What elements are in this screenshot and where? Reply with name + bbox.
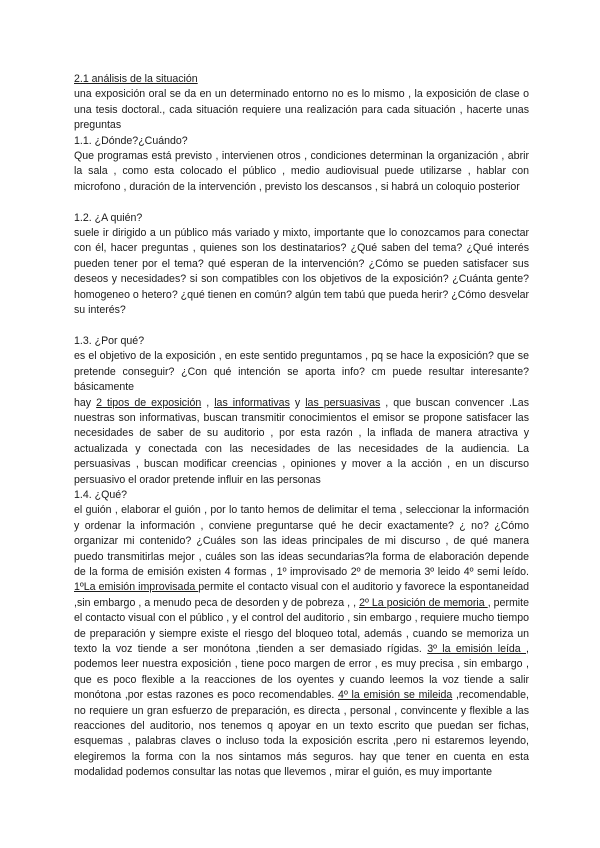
q4-text-3: , permite el contacto visual con el público , y el control del auditorio , sin embargo , requiere mucho tiempo de preparación y siempre existe el riesgo del bloqueo total, además , cuando se memoriza un texto la voz tiende a ser monótona ,tienden a ser demasiado rígidas.	[74, 596, 529, 655]
q4-text-5: ,recomendable, no requiere un gran esfuerzo de preparación, es directa , personal , convincente y flexible a las reacciones del auditorio, nos tenemos q apoyar en un texto escrito que puedan ser fichas, esquemas , palabras claves o incluso toda la exposición escrita ,pero ni estaremos leyendo, elegiremos la forma con la nos sintamos más seguros. hay que tener en cuenta en esta modalidad podemos consultar las notas que llevemos , mirar el guión, es muy importante	[74, 689, 529, 779]
q3-p2-sep2: y	[289, 396, 306, 409]
q4-text-2: permite el contacto visual con el auditorio y favorece la espontaneidad ,sin embargo , a menudo peca de desorden y de pobreza , ,	[74, 581, 529, 609]
q4-text-1: el guión , elaborar el guión , por lo tanto hemos de delimitar el tema , seleccionar la información y ordenar la información , conviene preguntarse qué he decir exactamente? ¿ no? ¿Cómo organizar mi contenido? ¿Cuáles son las ideas principales de mi discurso , de qué manera puedo transmitirlas mejor , cuáles son las ideas secundarias?la forma de elaboración depende de la forma de emisión existen 4 formas , 1º improvisado 2º de memoria 3º leido 4º semi leído.	[74, 504, 529, 578]
improvised-emission-term: 1ºLa emisión improvisada	[74, 581, 199, 594]
q3-types-paragraph	[74, 396, 529, 488]
q1-heading: 1.1. ¿Dónde?¿Cuándo?	[74, 134, 188, 147]
spacer	[74, 195, 529, 210]
q3-body: es el objetivo de la exposición , en este sentido preguntamos , pq se hace la exposición? que se pretende conseguir? ¿Con qué intención se aporta info? cm puede resultar interesante? básicamente	[74, 350, 529, 394]
q3-p2-rest: , que buscan convencer .Las nuestras son informativas, buscan transmitir conocimientos el emisor se propone satisfacer las necesidades de saber de su auditorio , por esta razón , la inflada de manera atractiva y actualizada y conectada con las necesidades de las necesidades de la audiencia. La persuasivas , buscan modificar creencias , opiniones y mover a la acción , en un discurso persuasivo el orador pretende influir en las personas	[74, 396, 530, 486]
q3-heading: 1.3. ¿Por qué?	[74, 334, 145, 347]
q4-body	[74, 503, 529, 780]
read-emission-term: 3º la emisión leída	[427, 643, 527, 655]
exposition-types-term: 2 tipos de exposición	[96, 396, 202, 409]
semi-read-emission-term: 4º la emisión se mileida	[338, 689, 453, 702]
q3-p2-sep1: ,	[201, 396, 215, 409]
q3-p2-start: hay	[74, 396, 97, 409]
q4-heading: 1.4. ¿Qué?	[74, 488, 127, 501]
spacer	[74, 318, 529, 333]
q1-body: Que programas está previsto , intervienen otros , condiciones determinan la organización , abrir la sala , como esta colocado el público , medio audiovisual puede utilizarse , hablar con microfono , duración de la intervención , previsto los descansos , si habrá un coloquio posterior	[74, 150, 529, 193]
q2-body: suele ir dirigido a un público más variado y mixto, importante que lo conozcamos para conectar con él, hacer preguntas , quienes son los destinatarios? ¿Qué saben del tema? ¿Qué interés pueden tener por el tema? qué esperan de la intervención? ¿Cómo se pueden satisfacer sus deseos y necesidades? si son compatibles con los objetivos de la exposición? ¿Cuánta gente? homogeneo o hetero? ¿qué tienen en común? algún tem tabú que pueda herir? ¿Cómo desvelar su interés?	[74, 227, 529, 317]
section-title-text: 2.1 análisis de la situación	[74, 73, 198, 85]
persuasive-term: las persuasivas	[305, 396, 381, 409]
section-intro: una exposición oral se da en un determinado entorno no es lo mismo , la exposición de clase o una tesis doctoral., cada situación requiere una realización para cada situación , hacerte unas preguntas	[74, 88, 529, 132]
informative-term: las informativas	[214, 396, 290, 409]
document-page	[74, 72, 529, 781]
memory-position-term: 2º La posición de memoria	[359, 596, 488, 609]
q2-heading: 1.2. ¿A quién?	[74, 211, 143, 224]
section-title	[74, 72, 529, 87]
q4-text-4: , podemos leer nuestra exposición , tiene poco margen de error , es muy precisa , sin embargo , que es poco flexible a la reacciones de los oyentes y cuando leemos la voz tiende a salir monótona ,por estas razones es poco recomendables.	[74, 643, 529, 702]
